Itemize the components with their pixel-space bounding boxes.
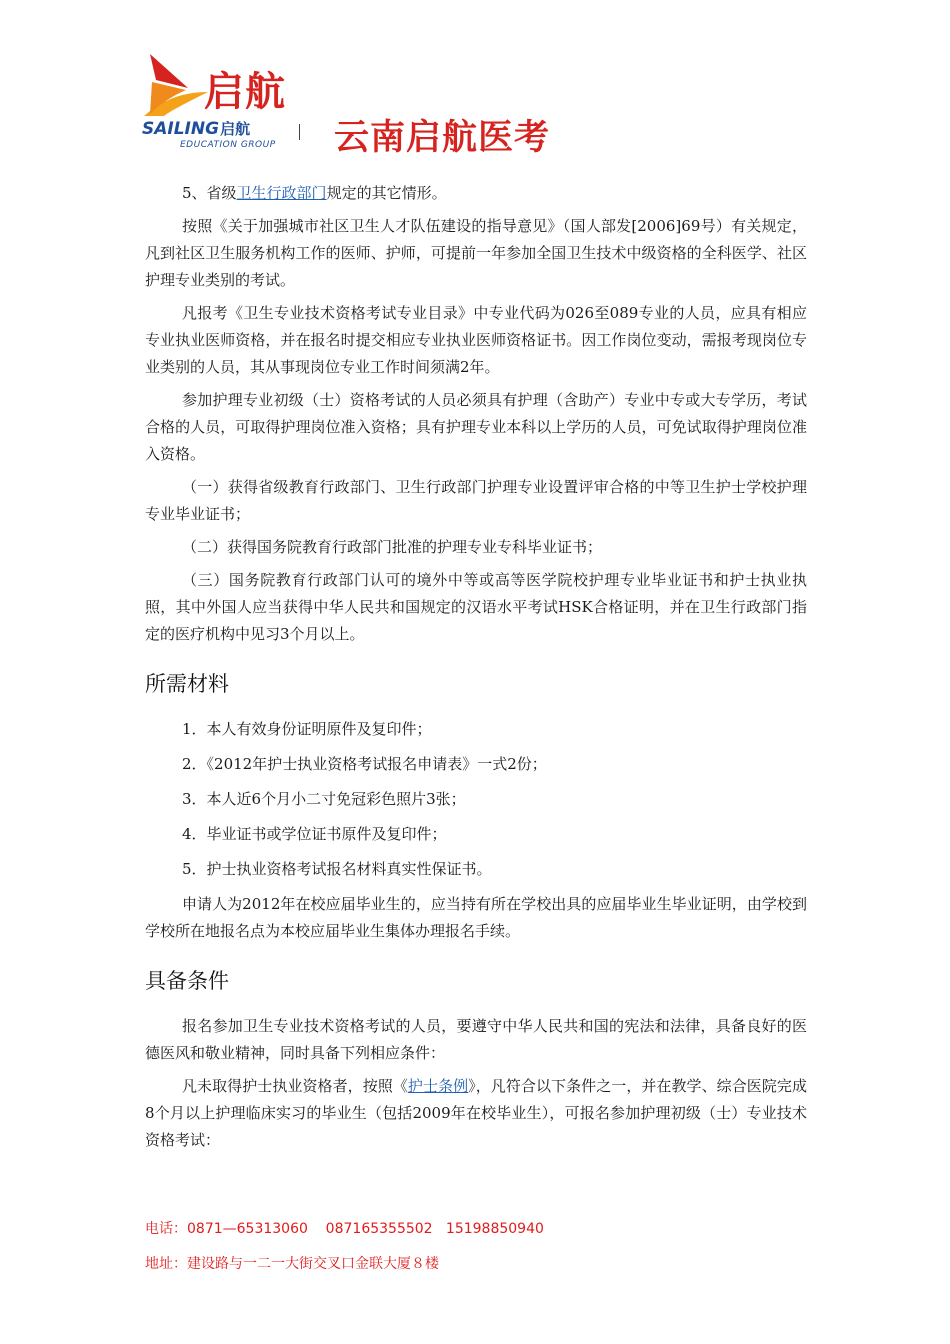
header-divider [299, 124, 300, 140]
materials-item: 4．毕业证书或学位证书原件及复印件； [182, 825, 447, 843]
materials-item: 5．护士执业资格考试报名材料真实性保证书。 [182, 860, 492, 878]
paragraph-specialty-codes: 凡报考《卫生专业技术资格考试专业目录》中专业代码为026至089专业的人员，应具有相应专业执业医师资格，并在报名时提交相应专业执业医师资格证书。因工作岗位变动，需报考现岗位专业类别的人员，其从事现岗位专业工作时间须满2年。 [145, 304, 807, 376]
materials-heading: 所需材料 [145, 672, 229, 696]
paragraph-nursing-junior: 参加护理专业初级（士）资格考试的人员必须具有护理（含助产）专业中专或大专学历，考试合格的人员，可取得护理岗位准入资格；具有护理专业本科以上学历的人员，可免试取得护理岗位准入资格。 [145, 391, 807, 463]
materials-item: 2．《2012年护士执业资格考试报名申请表》一式2份； [182, 755, 547, 773]
materials-item: 3．本人近6个月小二寸免冠彩色照片3张； [182, 790, 466, 808]
paragraph-condition-1: （一）获得省级教育行政部门、卫生行政部门护理专业设置评审合格的中等卫生护士学校护理专业毕业证书； [145, 478, 807, 523]
materials-item: 1．本人有效身份证明原件及复印件； [182, 720, 432, 738]
logo-english-text: SAILING启航 [142, 119, 251, 139]
organization-name: 云南启航医考 [334, 118, 551, 158]
materials-note: 申请人为2012年在校应届毕业生的，应当持有所在学校出具的应届毕业生毕业证明，由学校到学校所在地报名点为本校应届毕业生集体办理报名手续。 [145, 895, 807, 940]
nurse-regulations-link[interactable]: 护士条例 [407, 1077, 469, 1095]
page-header [142, 52, 582, 162]
health-department-link[interactable]: 卫生行政部门 [236, 184, 327, 202]
paragraph-other-cases: 5、省级卫生行政部门规定的其它情形。 [182, 184, 447, 202]
sail-logo-icon [142, 52, 212, 118]
document-content [145, 180, 807, 1160]
footer-address: 地址：建设路与一二一大街交叉口金联大厦８楼 [145, 1256, 439, 1272]
logo-chinese-text: 启航 [204, 69, 286, 115]
logo-subtitle: EDUCATION GROUP [180, 140, 276, 150]
paragraph-community-health: 按照《关于加强城市社区卫生人才队伍建设的指导意见》（国人部发[2006]69号）有关规定，凡到社区卫生服务机构工作的医师、护师，可提前一年参加全国卫生技术中级资格的全科医学、社区护理专业类别的考试。 [145, 217, 807, 289]
paragraph-condition-2: （二）获得国务院教育行政部门批准的护理专业专科毕业证书； [182, 538, 603, 556]
conditions-paragraph-1: 报名参加卫生专业技术资格考试的人员，要遵守中华人民共和国的宪法和法律，具备良好的医德医风和敬业精神，同时具备下列相应条件： [145, 1017, 807, 1062]
conditions-paragraph-2: 凡未取得护士执业资格者，按照《护士条例》，凡符合以下条件之一，并在教学、综合医院完成8个月以上护理临床实习的毕业生（包括2009年在校毕业生），可报名参加护理初级（士）专业技术资格考试： [145, 1077, 807, 1149]
conditions-heading: 具备条件 [145, 969, 229, 993]
paragraph-condition-3: （三）国务院教育行政部门认可的境外中等或高等医学院校护理专业毕业证书和护士执业执照，其中外国人应当获得中华人民共和国规定的汉语水平考试HSK合格证明，并在卫生行政部门指定的医疗机构中见习3个月以上。 [145, 571, 807, 643]
logo-english-suffix: 启航 [220, 120, 251, 138]
footer-phone: 电话：0871—65313060 087165355502 15198850940 [145, 1221, 544, 1237]
